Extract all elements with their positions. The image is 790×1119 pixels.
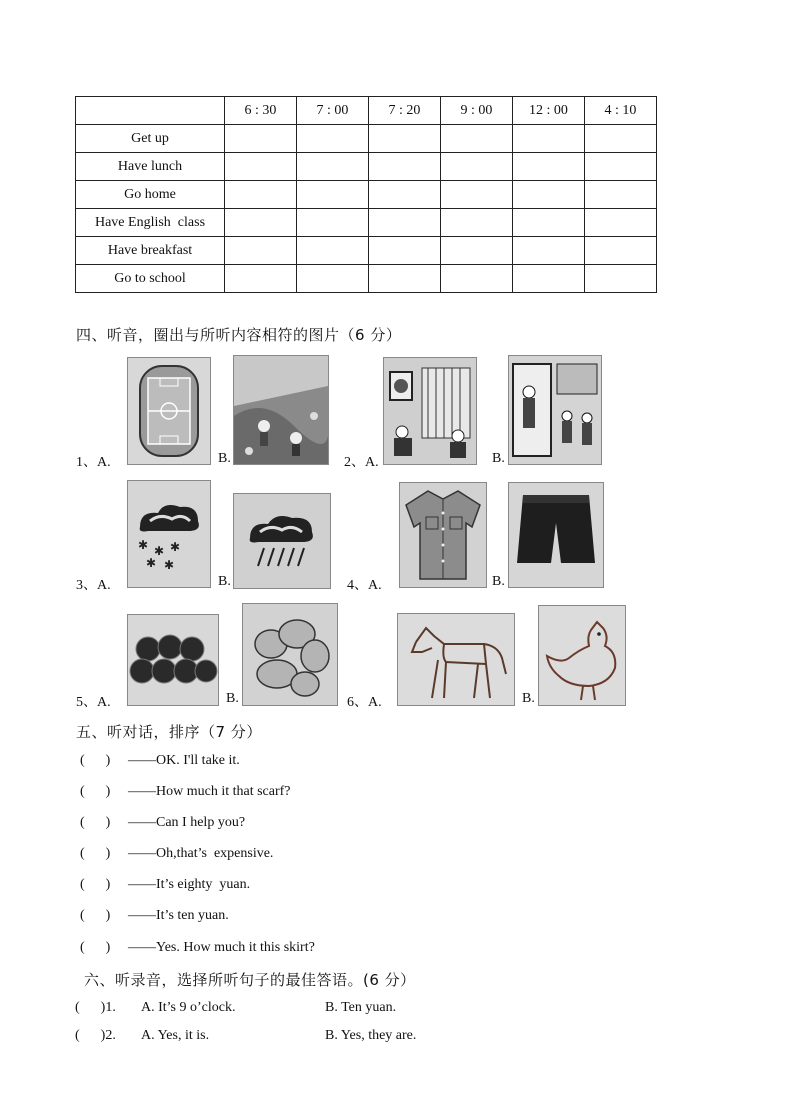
- order-line: [80, 908, 229, 924]
- item-1-label: 1、A.: [76, 455, 111, 470]
- dash: ——: [128, 877, 156, 892]
- item-1-b-label: B.: [218, 451, 231, 466]
- order-line: [80, 846, 273, 862]
- answer-blank[interactable]: ( ): [80, 940, 111, 955]
- dash: ——: [128, 846, 156, 861]
- dialogue-text: Yes. How much it this skirt?: [156, 940, 315, 955]
- item-4-b-label: B.: [492, 574, 505, 589]
- dash: ——: [128, 940, 156, 955]
- order-line: [80, 784, 291, 800]
- activity-label: Have English class: [76, 209, 225, 237]
- time-header: 12 : 00: [513, 97, 585, 125]
- table-row: [76, 209, 657, 237]
- section-5-heading: 五、听对话，排序（7 分）: [76, 723, 262, 741]
- answer-cell[interactable]: [513, 153, 585, 181]
- svg-text:✱: ✱: [138, 538, 149, 552]
- answer-cell[interactable]: [585, 265, 657, 293]
- dash: ——: [128, 753, 156, 768]
- svg-text:✱: ✱: [164, 558, 175, 572]
- potatoes-picture[interactable]: [242, 603, 338, 706]
- answer-cell[interactable]: [369, 265, 441, 293]
- answer-cell[interactable]: [225, 181, 297, 209]
- answer-cell[interactable]: [513, 181, 585, 209]
- answer-cell[interactable]: [369, 153, 441, 181]
- time-header: 4 : 10: [585, 97, 657, 125]
- item-6-label: 6、A.: [347, 695, 382, 710]
- time-header: 6 : 30: [225, 97, 297, 125]
- option-a: A. It’s 9 o’clock.: [141, 1000, 236, 1015]
- answer-cell[interactable]: [297, 209, 369, 237]
- answer-cell[interactable]: [225, 153, 297, 181]
- answer-cell[interactable]: [513, 265, 585, 293]
- answer-cell[interactable]: [585, 209, 657, 237]
- shorts-picture[interactable]: [508, 482, 604, 588]
- time-header: 9 : 00: [441, 97, 513, 125]
- question-line: [75, 1028, 417, 1044]
- order-line: [80, 877, 250, 893]
- activity-label: Go home: [76, 181, 225, 209]
- item-5-label: 5、A.: [76, 695, 111, 710]
- table-row: [76, 265, 657, 293]
- item-5-b-label: B.: [226, 691, 239, 706]
- answer-cell[interactable]: [297, 265, 369, 293]
- answer-cell[interactable]: [369, 181, 441, 209]
- answer-cell[interactable]: [297, 181, 369, 209]
- activity-label: Have breakfast: [76, 237, 225, 265]
- answer-blank[interactable]: ( ): [80, 784, 111, 799]
- answer-cell[interactable]: [297, 153, 369, 181]
- answer-cell[interactable]: [441, 265, 513, 293]
- table-header-row: [76, 97, 657, 125]
- answer-cell[interactable]: [585, 153, 657, 181]
- answer-blank[interactable]: ( ): [80, 846, 111, 861]
- svg-text:✱: ✱: [146, 556, 157, 570]
- dialogue-text: Oh,that’s expensive.: [156, 846, 274, 861]
- answer-cell[interactable]: [441, 153, 513, 181]
- dash: ——: [128, 908, 156, 923]
- garden-scene-picture[interactable]: [233, 355, 329, 465]
- answer-cell[interactable]: [585, 125, 657, 153]
- art-room-picture[interactable]: [383, 357, 477, 465]
- answer-cell[interactable]: [369, 209, 441, 237]
- table-corner-cell: [76, 97, 225, 125]
- answer-blank[interactable]: ( ): [80, 908, 111, 923]
- item-2-b-label: B.: [492, 451, 505, 466]
- hen-picture[interactable]: [538, 605, 626, 706]
- svg-text:✱: ✱: [154, 544, 165, 558]
- answer-blank[interactable]: ( ): [80, 753, 111, 768]
- answer-cell[interactable]: [513, 237, 585, 265]
- option-b: B. Ten yuan.: [325, 1000, 397, 1015]
- section-4-heading: 四、听音，圈出与所听内容相符的图片（6 分）: [76, 326, 402, 344]
- answer-cell[interactable]: [369, 237, 441, 265]
- table-row: [76, 181, 657, 209]
- question-line: [75, 1000, 397, 1016]
- answer-cell[interactable]: [441, 181, 513, 209]
- dialogue-text: Can I help you?: [156, 815, 246, 830]
- answer-blank[interactable]: ( ): [80, 815, 111, 830]
- section-6-heading: 六、听录音，选择所听句子的最佳答语。(6 分）: [84, 971, 416, 989]
- horse-picture[interactable]: [397, 613, 515, 706]
- order-line: [80, 753, 240, 769]
- item-4-label: 4、A.: [347, 578, 382, 593]
- order-line: [80, 940, 315, 956]
- shirt-picture[interactable]: [399, 482, 487, 588]
- question-number[interactable]: ( )2.: [75, 1028, 116, 1043]
- order-line: [80, 815, 245, 831]
- tomatoes-picture[interactable]: [127, 614, 219, 706]
- dash: ——: [128, 815, 156, 830]
- answer-cell[interactable]: [369, 125, 441, 153]
- snow-cloud-picture[interactable]: [127, 480, 211, 588]
- answer-cell[interactable]: [513, 125, 585, 153]
- answer-cell[interactable]: [585, 181, 657, 209]
- answer-cell[interactable]: [225, 265, 297, 293]
- activity-label: Get up: [76, 125, 225, 153]
- soccer-field-picture[interactable]: [127, 357, 211, 465]
- option-b: B. Yes, they are.: [325, 1028, 417, 1043]
- svg-text:✱: ✱: [170, 540, 181, 554]
- answer-cell[interactable]: [225, 125, 297, 153]
- dialogue-text: It’s eighty yuan.: [156, 877, 251, 892]
- table-row: [76, 237, 657, 265]
- item-2-label: 2、A.: [344, 455, 379, 470]
- dialogue-text: OK. I'll take it.: [156, 753, 240, 768]
- schedule-table: [75, 96, 657, 293]
- dialogue-text: It’s ten yuan.: [156, 908, 229, 923]
- answer-cell[interactable]: [513, 209, 585, 237]
- answer-cell[interactable]: [441, 125, 513, 153]
- time-header: 7 : 00: [297, 97, 369, 125]
- item-3-label: 3、A.: [76, 578, 111, 593]
- item-3-b-label: B.: [218, 574, 231, 589]
- answer-cell[interactable]: [441, 209, 513, 237]
- activity-label: Go to school: [76, 265, 225, 293]
- option-a: A. Yes, it is.: [141, 1028, 210, 1043]
- answer-cell[interactable]: [441, 237, 513, 265]
- item-6-b-label: B.: [522, 691, 535, 706]
- answer-cell[interactable]: [585, 237, 657, 265]
- answer-cell[interactable]: [297, 125, 369, 153]
- table-row: [76, 153, 657, 181]
- dash: ——: [128, 784, 156, 799]
- table-row: [76, 125, 657, 153]
- classroom-door-picture[interactable]: [508, 355, 602, 465]
- answer-blank[interactable]: ( ): [80, 877, 111, 892]
- question-number[interactable]: ( )1.: [75, 1000, 116, 1015]
- time-header: 7 : 20: [369, 97, 441, 125]
- rain-cloud-picture[interactable]: [233, 493, 331, 589]
- answer-cell[interactable]: [297, 237, 369, 265]
- activity-label: Have lunch: [76, 153, 225, 181]
- dialogue-text: How much it that scarf?: [156, 784, 291, 799]
- answer-cell[interactable]: [225, 237, 297, 265]
- answer-cell[interactable]: [225, 209, 297, 237]
